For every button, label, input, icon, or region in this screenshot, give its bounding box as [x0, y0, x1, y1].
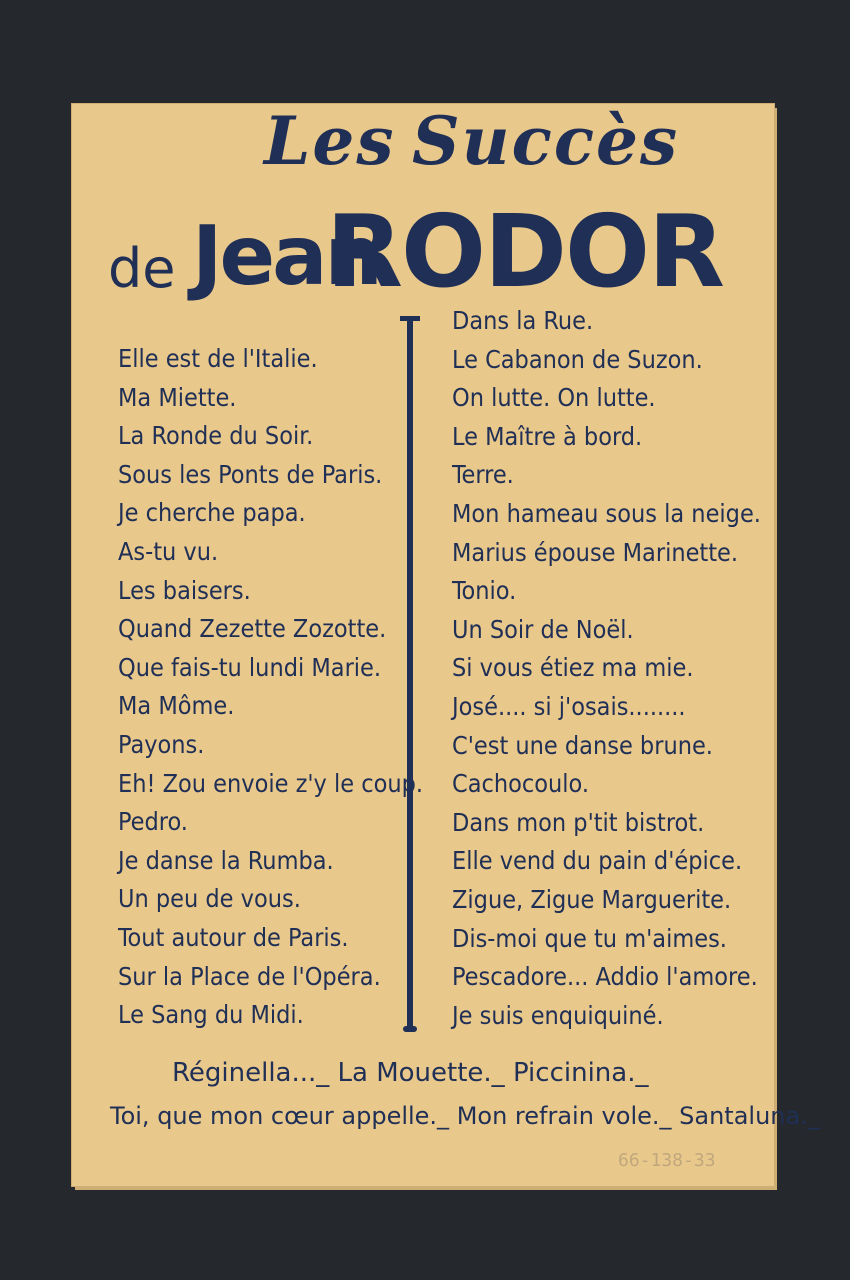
- song-title: Tonio.: [452, 576, 517, 606]
- song-title: Sous les Ponts de Paris.: [118, 459, 383, 489]
- song-title: Payons.: [118, 729, 205, 759]
- song-title: On lutte. On lutte.: [452, 383, 656, 413]
- song-title: Eh! Zou envoie z'y le coup.: [118, 768, 424, 798]
- song-title: Si vous étiez ma mie.: [452, 653, 694, 683]
- song-title: Je danse la Rumba.: [118, 845, 334, 875]
- title-succes: Succès: [412, 102, 680, 180]
- song-title: Sur la Place de l'Opéra.: [118, 961, 381, 991]
- song-title: Que fais-tu lundi Marie.: [118, 652, 382, 682]
- song-title: Cachocoulo.: [452, 769, 589, 799]
- song-title: Je cherche papa.: [118, 498, 306, 528]
- song-title: Elle vend du pain d'épice.: [452, 846, 743, 876]
- song-title: Le Maître à bord.: [452, 421, 643, 451]
- song-title: Les baisers.: [118, 575, 251, 605]
- song-title: Tout autour de Paris.: [118, 922, 349, 952]
- song-title: Elle est de l'Italie.: [118, 344, 318, 373]
- song-title: Dis-moi que tu m'aimes.: [452, 923, 727, 953]
- song-title: Dans la Rue.: [452, 306, 594, 335]
- song-title: Zigue, Zigue Marguerite.: [452, 884, 732, 914]
- song-title: Le Sang du Midi.: [118, 1000, 304, 1030]
- song-list-left: [118, 340, 423, 1035]
- song-title: Je suis enquiquiné.: [452, 1000, 664, 1030]
- song-list-right: [452, 302, 761, 1035]
- song-title: Marius épouse Marinette.: [452, 537, 739, 567]
- song-title: Un peu de vous.: [118, 884, 301, 914]
- song-title: Quand Zezette Zozotte.: [118, 614, 387, 644]
- song-title: As-tu vu.: [118, 536, 219, 566]
- title-les: Les: [264, 102, 396, 180]
- song-title: La Ronde du Soir.: [118, 421, 314, 451]
- song-title: Dans mon p'tit bistrot.: [452, 807, 705, 837]
- song-title: Ma Miette.: [118, 382, 237, 412]
- bottom-song-line-2: Toi, que mon cœur appelle._ Mon refrain vole._ Santaluna._: [110, 1102, 820, 1130]
- song-title: Pedro.: [118, 807, 188, 837]
- song-title: C'est une danse brune.: [452, 730, 713, 760]
- bottom-song-line-1: Réginella..._ La Mouette._ Piccinina._: [172, 1058, 649, 1088]
- title-jean: Jean: [192, 209, 380, 304]
- song-title: Ma Môme.: [118, 691, 235, 721]
- song-title: Terre.: [452, 460, 514, 490]
- song-title: Le Cabanon de Suzon.: [452, 344, 703, 374]
- song-title: Mon hameau sous la neige.: [452, 498, 761, 528]
- song-title: Un Soir de Noël.: [452, 614, 634, 644]
- title-de: de: [108, 237, 176, 300]
- song-title: José.... si j'osais........: [452, 691, 686, 721]
- song-title: Pescadore... Addio l'amore.: [452, 962, 758, 992]
- song-sheet: [72, 102, 820, 1186]
- catalog-mark: 66-138-33: [618, 1150, 716, 1171]
- title-rodor: RODOR: [326, 193, 724, 310]
